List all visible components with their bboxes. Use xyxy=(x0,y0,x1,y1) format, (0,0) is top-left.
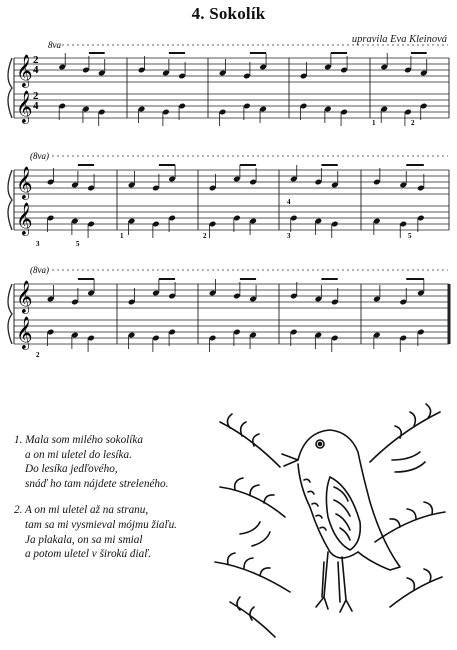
fingering: 5 xyxy=(408,232,412,240)
bird-figure xyxy=(282,430,400,612)
fingering: 2 xyxy=(411,119,415,127)
brace xyxy=(8,170,12,230)
lyric-line: snáď ho tam nájdete streleného. xyxy=(25,477,169,490)
lyric-line: 1. Mala som milého sokolíka xyxy=(14,434,143,446)
lyric-line: tam sa mi vysmieval mójmu žiaľu. xyxy=(25,518,177,531)
fingering: 1 xyxy=(120,232,124,240)
fingering: 5 xyxy=(76,240,80,248)
right-branches xyxy=(370,404,445,607)
left-branches xyxy=(215,414,290,637)
bird-illustration xyxy=(200,392,450,642)
treble-clef: 𝄞 xyxy=(16,282,33,313)
arranger-credit: upravila Eva Kleinová xyxy=(351,34,447,45)
ottava-label-3: (8va) xyxy=(30,265,49,275)
treble-clef: 𝄞 xyxy=(16,92,33,123)
verse-2 xyxy=(14,503,177,561)
time-sig-bottom-treble: 4 xyxy=(33,64,39,76)
lyric-line: a on mi uletel do lesíka. xyxy=(25,448,132,461)
fingering: 1 xyxy=(372,119,376,127)
fingering: 2 xyxy=(36,351,40,359)
lyric-line: Ja plakala, on sa mi smial xyxy=(25,533,143,546)
treble-clef: 𝄞 xyxy=(16,318,33,349)
treble-clef: 𝄞 xyxy=(16,56,33,87)
brace xyxy=(8,58,12,118)
staff-lines xyxy=(8,55,449,350)
song-title: 4. Sokolík xyxy=(191,4,266,23)
time-sig-top-bass: 2 xyxy=(33,90,39,102)
fingering: 3 xyxy=(287,232,291,240)
lyric-line: 2. A on mi uletel až na stranu, xyxy=(14,504,149,517)
fingering: 4 xyxy=(287,198,291,206)
brace xyxy=(8,284,12,344)
treble-clef: 𝄞 xyxy=(16,204,33,235)
treble-clef: 𝄞 xyxy=(16,168,33,199)
lyrics xyxy=(14,433,177,574)
verse-1 xyxy=(14,433,177,491)
fingering: 2 xyxy=(203,232,207,240)
time-sig-top-treble: 2 xyxy=(33,54,39,66)
score-markings xyxy=(30,40,448,359)
ottava-label-2: (8va) xyxy=(30,151,49,161)
lyric-line: Do lesíka jedľového, xyxy=(25,463,118,476)
lyric-line: a potom uletel v širokú diaľ. xyxy=(25,548,152,561)
ottava-label-1: 8va xyxy=(48,40,61,50)
time-sig-bottom-bass: 4 xyxy=(33,100,39,112)
fingering: 3 xyxy=(36,240,40,248)
